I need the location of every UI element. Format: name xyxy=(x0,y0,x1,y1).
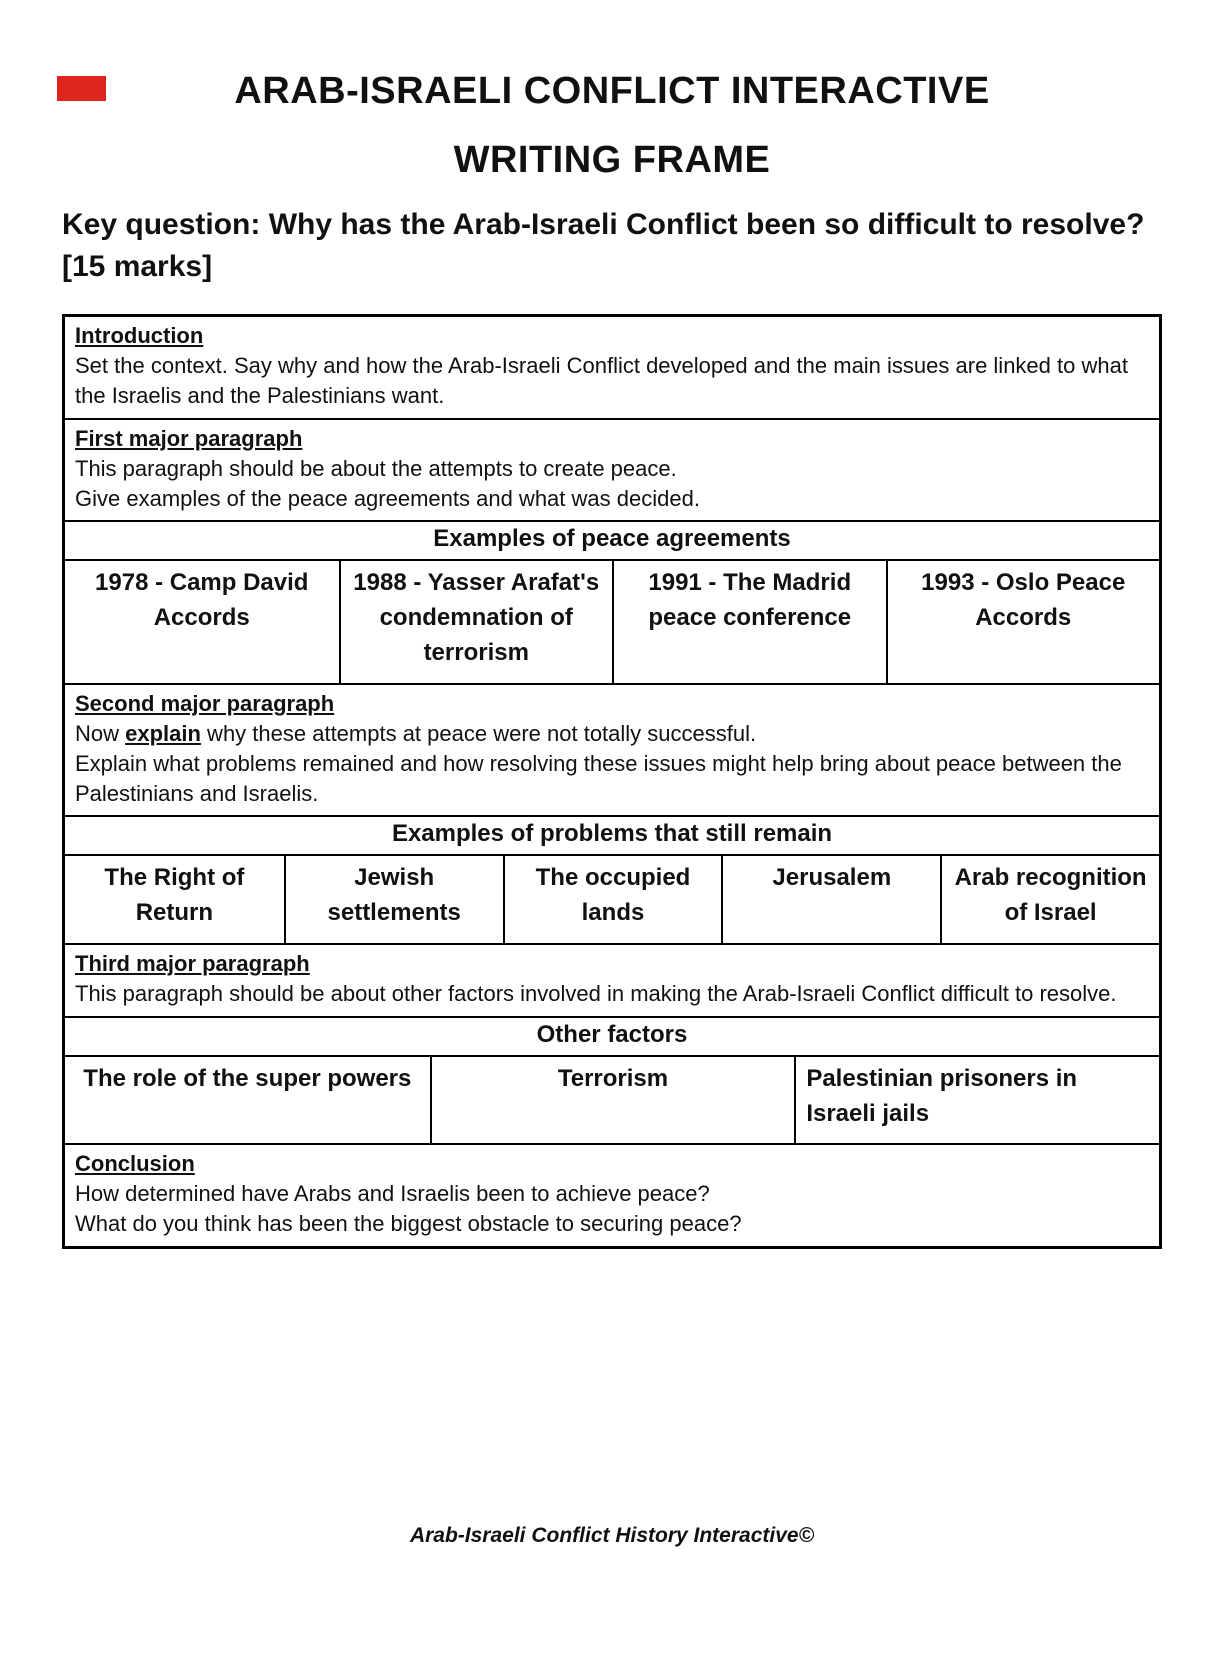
section-conclusion xyxy=(65,1143,1159,1246)
peace-agreements-header: Examples of peace agreements xyxy=(65,520,1159,559)
second-paragraph-heading: Second major paragraph xyxy=(75,690,335,716)
section-introduction xyxy=(65,317,1159,418)
writing-frame-table xyxy=(62,314,1162,1249)
document-title: ARAB-ISRAELI CONFLICT INTERACTIVE xyxy=(234,70,990,112)
second-paragraph-line1-suffix: why these attempts at peace were not totally successful. xyxy=(200,720,757,746)
second-paragraph-line2: Explain what problems remained and how resolving these issues might help bring about peace between the Palestinians and Israelis. xyxy=(75,750,1122,806)
problem-jewish-settlements: Jewish settlements xyxy=(284,856,503,943)
peace-agreements-row xyxy=(65,559,1159,682)
second-paragraph-line1-emphasis: explain xyxy=(125,720,201,746)
peace-agreement-arafat: 1988 - Yasser Arafat's condemnation of terrorism xyxy=(339,561,613,682)
key-question: Key question: Why has the Arab-Israeli Conflict been so difficult to resolve? [15 marks] xyxy=(62,208,1145,283)
problems-row xyxy=(65,854,1159,943)
red-corner-mark xyxy=(57,76,106,101)
problem-arab-recognition: Arab recognition of Israel xyxy=(940,856,1159,943)
factor-super-powers: The role of the super powers xyxy=(83,1064,412,1092)
other-factors-header: Other factors xyxy=(65,1016,1159,1055)
factor-terrorism: Terrorism xyxy=(430,1057,795,1144)
peace-agreement-oslo: 1993 - Oslo Peace Accords xyxy=(886,561,1160,682)
second-paragraph-line1-prefix: Now xyxy=(75,720,126,746)
first-paragraph-line2: Give examples of the peace agreements and what was decided. xyxy=(75,485,700,511)
third-paragraph-heading: Third major paragraph xyxy=(75,951,310,977)
third-paragraph-body: This paragraph should be about other factors involved in making the Arab-Israeli Conflict difficult to resolve. xyxy=(75,980,1117,1006)
second-paragraph-line1 xyxy=(75,719,1149,749)
conclusion-heading: Conclusion xyxy=(75,1151,195,1177)
document-footer: Arab-Israeli Conflict History Interactive© xyxy=(409,1524,815,1547)
document-subtitle: WRITING FRAME xyxy=(453,139,771,181)
section-second-paragraph xyxy=(65,683,1159,816)
conclusion-line1: How determined have Arabs and Israelis been to achieve peace? xyxy=(75,1181,710,1207)
first-paragraph-heading: First major paragraph xyxy=(75,425,303,451)
problem-jerusalem: Jerusalem xyxy=(721,856,940,943)
problem-occupied-lands: The occupied lands xyxy=(503,856,722,943)
document-page xyxy=(0,70,1224,1249)
conclusion-line2: What do you think has been the biggest obstacle to securing peace? xyxy=(75,1211,742,1237)
problem-right-of-return: The Right of Return xyxy=(104,864,245,927)
peace-agreement-madrid: 1991 - The Madrid peace conference xyxy=(612,561,886,682)
other-factors-row xyxy=(65,1055,1159,1144)
problems-header: Examples of problems that still remain xyxy=(65,815,1159,854)
section-first-paragraph xyxy=(65,418,1159,521)
introduction-body: Set the context. Say why and how the Arab-Israeli Conflict developed and the main issues are linked to what the Israelis and the Palestinians want. xyxy=(75,352,1128,408)
first-paragraph-line1: This paragraph should be about the attempts to create peace. xyxy=(75,455,677,481)
section-third-paragraph xyxy=(65,943,1159,1016)
peace-agreement-camp-david: 1978 - Camp David Accords xyxy=(95,569,309,632)
introduction-heading: Introduction xyxy=(75,323,204,348)
factor-palestinian-prisoners: Palestinian prisoners in Israeli jails xyxy=(794,1057,1159,1144)
